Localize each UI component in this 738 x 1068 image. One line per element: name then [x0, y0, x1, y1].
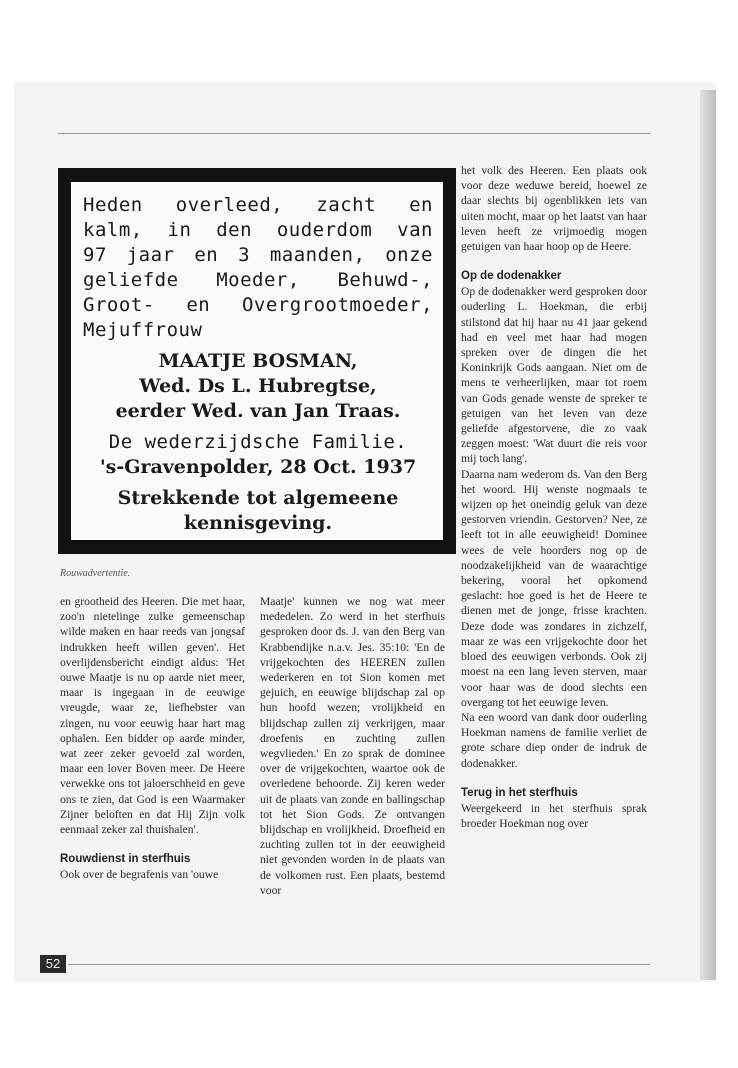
notice-place-date: 's-Gravenpolder, 28 Oct. 1937	[99, 456, 417, 478]
death-notice-body	[71, 182, 443, 540]
section-heading: Op de dodenakker	[461, 270, 562, 283]
notice-line: 97 jaar en 3 maanden, onze	[83, 244, 433, 266]
paragraph: Na een woord van dank door ouderling Hoekman namens de familie verliet de grote schare diep onder de indruk de dodenakker.	[461, 710, 647, 770]
notice-widow-line: eerder Wed. van Jan Traas.	[115, 400, 401, 422]
text-column-1	[60, 594, 245, 882]
text-column-2	[260, 594, 445, 898]
page-number: 52	[40, 955, 66, 973]
paragraph: Weergekeerd in het sterfhuis sprak broeder Hoekman nog over	[461, 801, 647, 830]
notice-closing: Strekkende tot algemeene	[117, 487, 399, 509]
paragraph: Ook over de begrafenis van 'ouwe	[60, 868, 219, 882]
paragraph: het volk des Heeren. Een plaats ook voor deze weduwe bereid, hoewel ze daar slechts bij ogenblikken iets van uiten mocht, maar op het laatst van haar leven heeft ze vrijmoedig mogen getuigen van haar hoop op de Heere.	[461, 164, 647, 254]
notice-family: De wederzijdsche Familie.	[108, 431, 408, 453]
notice-widow-line: Wed. Ds L. Hubregtse,	[139, 375, 377, 397]
section-heading: Terug in het sterfhuis	[461, 786, 578, 799]
paragraph: Op de dodenakker werd gesproken door ouderling L. Hoekman, die erbij stilstond dat hij haar nu 41 jaar gekend had en veel met haar had mogen spreken over de dingen die het Koninkrijk Gods aangaan. Niet om de mens te verheerlijken, maar tot roem van Gods genade wenste de spreker te getuigen van het leven van deze geliefde afgestorvene, die zo vaak zeggen moest: 'Wat duurt die reis voor mij toch lang'.	[461, 285, 647, 466]
top-rule	[58, 133, 650, 134]
paragraph: Daarna nam wederom ds. Van den Berg het woord. Hij wenste nogmaals te wijzen op het oneindig geluk van deze gestorven vriendin. Gestorven? Nee, ze leeft tot in alle eeuwigheid! Dominee wees de vele hoorders nog op de noodzakelijkheid van de waarachtige bekering, vooral het opkomend geslacht: hoe goed is het de Heere te dienen met de jonge, frisse krachten. Deze dode was zondares in zichzelf, maar ze was een vrijgekochte door het bloed des eeuwigen verbonds. Ook zij moest na een lang leven sterven, maar voor haar was de dood slechts een overgang tot het eeuwige leven.	[461, 467, 647, 709]
notice-line: kalm, in den ouderdom van	[83, 219, 433, 241]
notice-line: geliefde Moeder, Behuwd-,	[83, 269, 433, 291]
page-edge-shadow	[700, 90, 716, 980]
notice-line: Mejuffrouw	[83, 319, 203, 341]
notice-line: Groot- en Overgrootmoeder,	[83, 294, 433, 316]
paragraph: en grootheid des Heeren. Die met haar, zoo'n nietelinge zulke gemeenschap wilde maken en haar reeds van jongsaf indrukken heeft willen geven'. Het overlijdensbericht eindigt aldus: 'Het ouwe Maatje is nu op aarde niet meer, maar is ingegaan in de eeuwige vreugde, waar ze, liefhebster van zingen, nu voor eeuwig haar hart mag ophalen. Een bidder op aarde minder, wat zeer zeker gevoeld zal worden, maar een lover Boven meer. De Heere verwekke ons tot jaloerschheid en geve ons te zien, dat God is een Waarmaker Zijner beloften en dat Hij Zijn volk eenmaal zeker zal thuishalen'.	[60, 595, 245, 837]
notice-deceased-name: MAATJE BOSMAN,	[158, 350, 358, 372]
image-caption: Rouwadvertentie.	[60, 568, 131, 579]
paragraph: Maatje' kunnen we nog wat meer mededelen. Zo werd in het sterfhuis gesproken door ds. J. van den Berg van Krabbendijke n.a.v. Jes. 35:10: 'En de vrijgekochten des HEEREN zullen wederkeren en tot Sion komen met gejuich, en eeuwige blijdschap zal op hun hoofd wezen; vrolijkheid en blijdschap zullen zij verkrijgen, maar droefenis en zuchting zullen wegvlieden.' En zo sprak de dominee over de vrijgekochten, waartoe ook de overledene behoorde. Zij keren weder uit de plaats van zonde en ballingschap tot het Sion Gods. Ze ontvangen blijdschap en vrolijkheid. Droefheid en zuchting zullen tot in der eeuwigheid niet gevonden worden in de plaats van de volkomen rust. Een plaats, bestemd voor	[260, 595, 445, 897]
text-column-3	[461, 163, 647, 831]
notice-closing: kennisgeving.	[183, 512, 333, 534]
death-notice-advertisement	[58, 168, 456, 554]
bottom-rule	[68, 964, 650, 965]
section-heading: Rouwdienst in sterfhuis	[60, 853, 191, 866]
notice-line: Heden overleed, zacht en	[83, 194, 433, 216]
